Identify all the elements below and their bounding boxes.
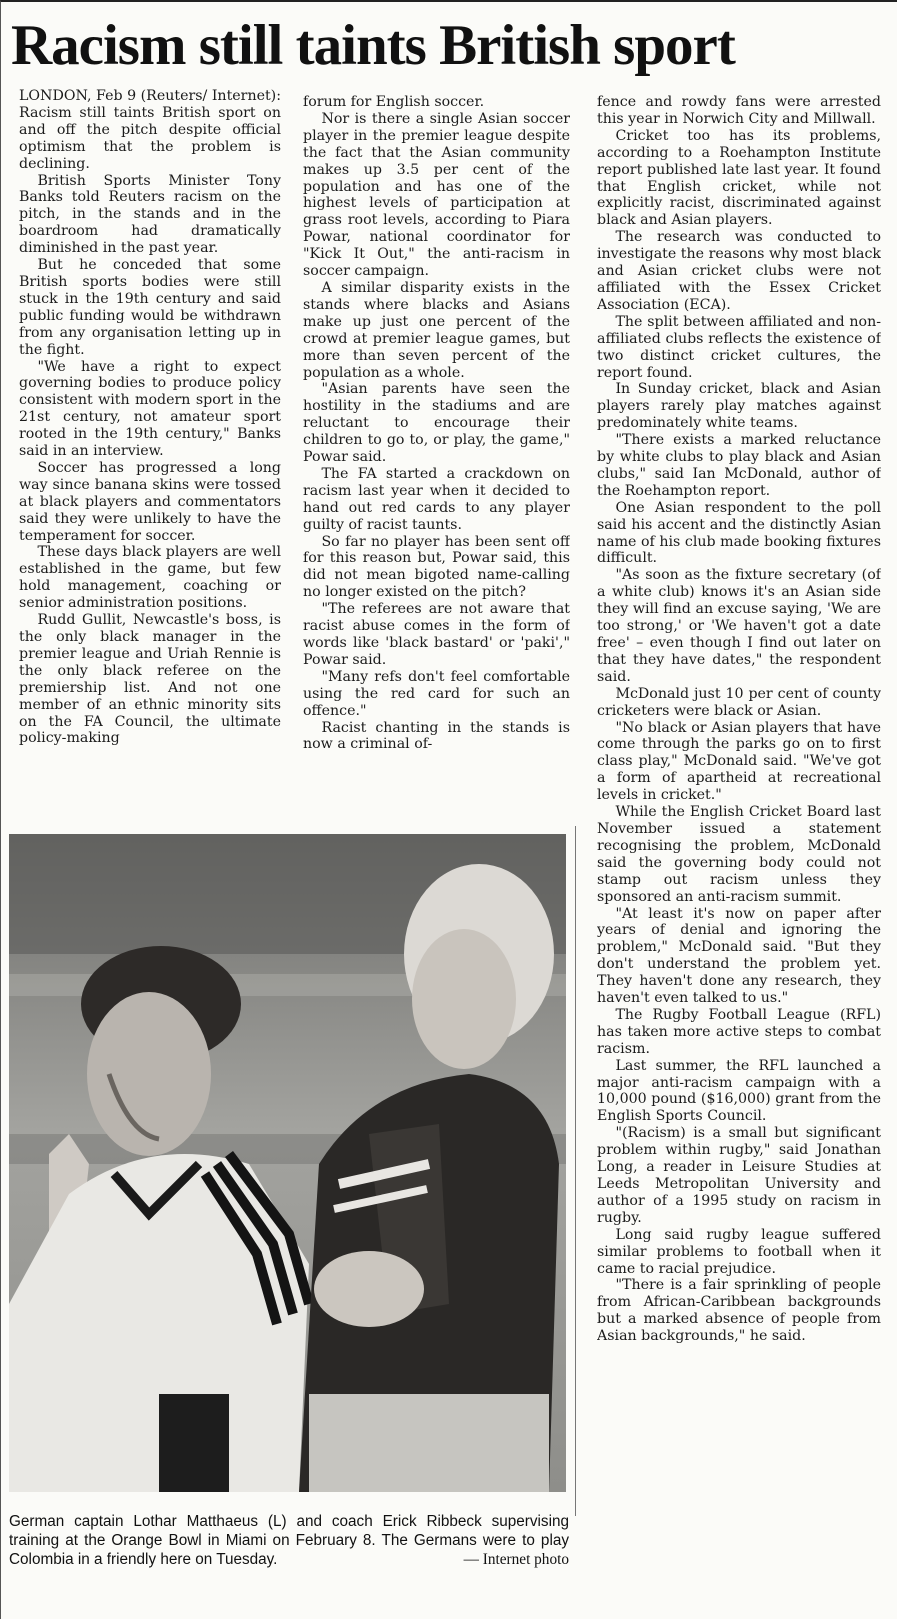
paragraph: In Sunday cricket, black and Asian players rarely play matches against predominately white teams.	[597, 381, 881, 432]
paragraph: Rudd Gullit, Newcastle's boss, is the only black manager in the premier league and Uriah Rennie is the only black referee on the premiership list. And not one member of an ethnic minority sits on the FA Council, the ultimate policy-making	[19, 612, 281, 747]
paragraph: "We have a right to expect governing bodies to produce policy consistent with modern sport in the 21st century, not amateur sport rooted in the 19th century," Banks said in an interview.	[19, 358, 281, 460]
paragraph: "At least it's now on paper after years of denial and ignoring the problem," McDonald said. "But they don't understand the problem yet. They haven't done any research, they haven't even talked to us."	[597, 905, 881, 1007]
photo-caption-text: German captain Lothar Matthaeus (L) and coach Erick Ribbeck supervising training at the Orange Bowl in Miami on February 8. The Germans were to play Colombia in a friendly here on Tuesday.	[9, 1513, 569, 1568]
paragraph: Soccer has progressed a long way since banana skins were tossed at black players and commentators said they were unlikely to have the temperament for soccer.	[19, 459, 281, 544]
news-photo	[9, 834, 566, 1492]
paragraph: "There is a fair sprinkling of people from African-Caribbean backgrounds but a marked absence of people from Asian backgrounds," he said.	[597, 1277, 881, 1345]
paragraph: "No black or Asian players that have come through the parks go on to first class play," McDonald said. "We've got a form of apartheid at recreational levels in cricket."	[597, 719, 881, 804]
paragraph: British Sports Minister Tony Banks told Reuters racism on the pitch, in the stands and in the boardroom had dramatically diminished in the past year.	[19, 172, 281, 257]
paragraph: The Rugby Football League (RFL) has taken more active steps to combat racism.	[597, 1006, 881, 1057]
paragraph: "There exists a marked reluctance by white clubs to play black and Asian clubs," said Ian McDonald, author of the Roehampton report.	[597, 432, 881, 499]
paragraph: The research was conducted to investigate the reasons why most black and Asian cricket clubs were not affiliated with the Essex Cricket Association (ECA).	[597, 229, 881, 313]
paragraph: One Asian respondent to the poll said his accent and the distinctly Asian name of his club made booking fixtures difficult.	[597, 499, 881, 567]
paragraph: While the English Cricket Board last November issued a statement recognising the problem, McDonald said the governing body could not stamp out racism unless they sponsored an anti-racism summit.	[597, 804, 881, 905]
article-column-1	[19, 88, 281, 820]
paragraph: fence and rowdy fans were arrested this year in Norwich City and Millwall.	[597, 94, 881, 127]
paragraph: forum for English soccer.	[303, 94, 485, 110]
paragraph: Long said rugby league suffered similar problems to football when it came to racial prejudice.	[597, 1226, 881, 1277]
paragraph: The FA started a crackdown on racism last year when it decided to hand out red cards to any player guilty of racist taunts.	[303, 465, 570, 533]
article-column-2	[303, 94, 570, 830]
paragraph: But he conceded that some British sports bodies were still stuck in the 19th century and said public funding would be withdrawn from any organisation letting up in the fight.	[19, 257, 281, 358]
paragraph: "As soon as the fixture secretary (of a white club) knows it's an Asian side they will find an excuse saying, 'We are too strong,' or 'We haven't got a date free' – even though I find out later on that they have dates," the respondent said.	[597, 567, 881, 685]
paragraph: Cricket too has its problems, according to a Roehampton Institute report published late last year. It found that English cricket, while not explicitly racist, discriminated against black and Asian players.	[597, 127, 881, 229]
paragraph: "The referees are not aware that racist abuse comes in the form of words like 'black bastard' or 'paki'," Powar said.	[303, 601, 570, 668]
paragraph: "Asian parents have seen the hostility in the stadiums and are reluctant to encourage their children to go to, or play, the game," Powar said.	[303, 381, 570, 466]
paragraph: A similar disparity exists in the stands where blacks and Asians make up just one percent of the crowd at premier league games, but more than seven percent of the population as a whole.	[303, 279, 570, 381]
paragraph: "(Racism) is a small but significant problem within rugby," said Jonathan Long, a reader in Leisure Studies at Leeds Metropolitan University and author of a 1995 study on racism in rugby.	[597, 1125, 881, 1226]
photo-caption	[9, 1512, 569, 1569]
paragraph: These days black players are well established in the game, but few hold management, coaching or senior administration positions.	[19, 544, 281, 612]
article-column-3	[597, 94, 881, 1606]
paragraph: Nor is there a single Asian soccer player in the premier league despite the fact that the Asian community makes up 3.5 per cent of the population and has one of the highest levels of participation at grass root levels, according to Piara Powar, national coordinator for "Kick It Out," the anti-racism in soccer campaign.	[303, 110, 570, 280]
paragraph: Last summer, the RFL launched a major anti-racism campaign with a 10,000 pound ($16,000) grant from the English Sports Council.	[597, 1057, 881, 1125]
photo-credit: — Internet photo	[463, 1551, 569, 1568]
paragraph: Racist chanting in the stands is now a criminal of-	[303, 719, 570, 753]
paragraph: So far no player has been sent off for this reason but, Powar said, this did not mean bigoted name-calling no longer existed on the pitch?	[303, 533, 570, 601]
paragraph: McDonald just 10 per cent of county cricketers were black or Asian.	[597, 685, 881, 719]
column-divider	[575, 826, 576, 1516]
paragraph: LONDON, Feb 9 (Reuters/ Internet): Racism still taints British sport on and off the pitch despite official optimism that the problem is declining.	[19, 88, 281, 172]
headline: Racism still taints British sport	[11, 14, 735, 77]
paragraph: The split between affiliated and non-affiliated clubs reflects the existence of two distinct cricket cultures, the report found.	[597, 313, 881, 381]
paragraph: "Many refs don't feel comfortable using the red card for such an offence."	[303, 668, 570, 719]
